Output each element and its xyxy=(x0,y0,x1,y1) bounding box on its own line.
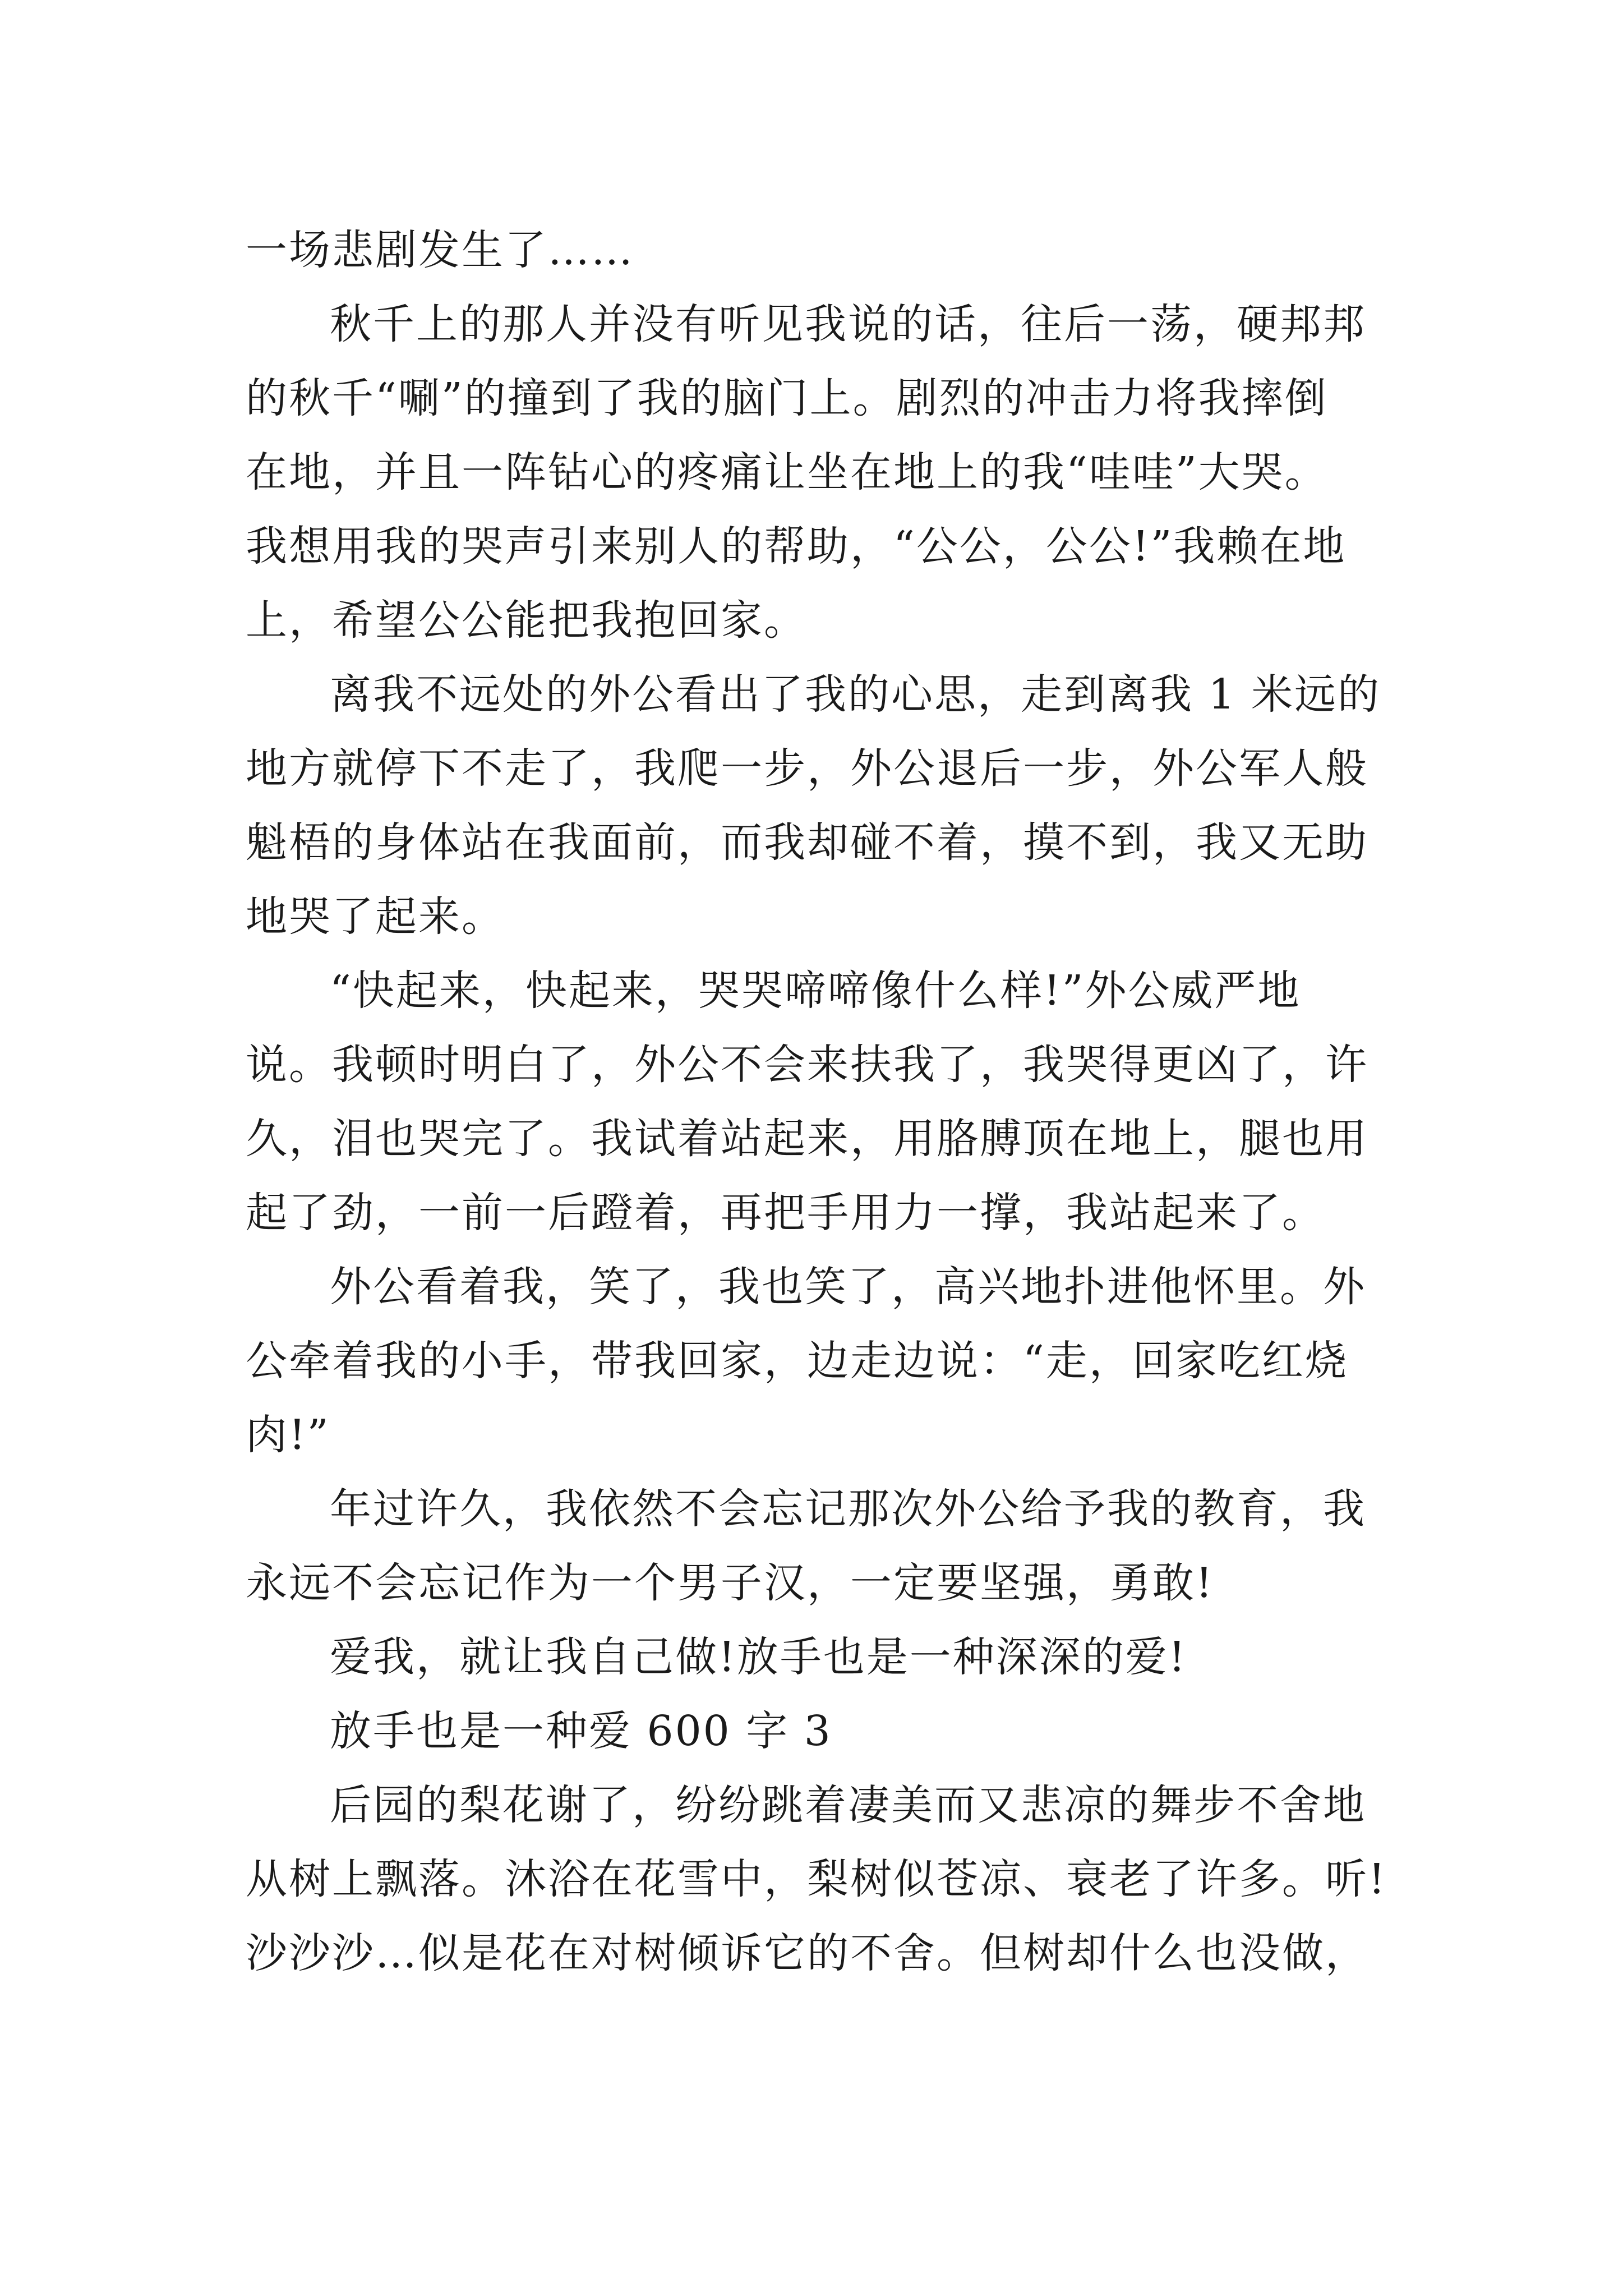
text-body xyxy=(246,213,1401,1990)
text-line-17: 肉!” xyxy=(246,1411,330,1459)
text-line-13: 久，泪也哭完了。我试着站起来，用胳膊顶在地上，腿也用 xyxy=(246,1115,1368,1163)
text-line-14: 起了劲，一前一后蹬着，再把手用力一撑，我站起来了。 xyxy=(246,1189,1325,1237)
text-line-15: 外公看着我，笑了，我也笑了，高兴地扑进他怀里。外 xyxy=(330,1263,1366,1311)
section-heading: 放手也是一种爱 600 字 3 xyxy=(330,1707,832,1755)
text-line-7: 离我不远处的外公看出了我的心思，走到离我 1 米远的 xyxy=(330,670,1381,719)
text-line-8: 地方就停下不走了，我爬一步，外公退后一步，外公军人般 xyxy=(246,744,1368,793)
text-line-11: “快起来，快起来，哭哭啼啼像什么样!”外公威严地 xyxy=(330,967,1301,1015)
text-line-2: 秋千上的那人并没有听见我说的话，往后一荡，硬邦邦 xyxy=(330,300,1366,348)
text-line-1: 一场悲剧发生了…… xyxy=(246,226,634,274)
text-line-10: 地哭了起来。 xyxy=(246,892,505,941)
text-line-6: 上，希望公公能把我抱回家。 xyxy=(246,596,807,645)
text-line-24: 沙沙沙…似是花在对树倾诉它的不舍。但树却什么也没做， xyxy=(246,1929,1368,1977)
text-line-3: 的秋千“唰”的撞到了我的脑门上。剧烈的冲击力将我摔倒 xyxy=(246,374,1328,422)
text-line-12: 说。我顿时明白了，外公不会来扶我了，我哭得更凶了，许 xyxy=(246,1041,1368,1089)
text-line-4: 在地，并且一阵钻心的疼痛让坐在地上的我“哇哇”大哭。 xyxy=(246,448,1328,496)
text-line-9: 魁梧的身体站在我面前，而我却碰不着，摸不到，我又无助 xyxy=(246,818,1368,867)
text-line-19: 永远不会忘记作为一个男子汉，一定要坚强，勇敢! xyxy=(246,1559,1214,1607)
text-line-23: 从树上飘落。沐浴在花雪中，梨树似苍凉、衰老了许多。听! xyxy=(246,1855,1387,1903)
text-line-5: 我想用我的哭声引来别人的帮助，“公公，公公!”我赖在地 xyxy=(246,522,1347,570)
text-line-16: 公牵着我的小手，带我回家，边走边说：“走，回家吃红烧 xyxy=(246,1337,1348,1385)
text-line-18: 年过许久，我依然不会忘记那次外公给予我的教育，我 xyxy=(330,1485,1366,1533)
text-line-20: 爱我，就让我自己做!放手也是一种深深的爱! xyxy=(330,1633,1187,1681)
text-line-22: 后园的梨花谢了，纷纷跳着凄美而又悲凉的舞步不舍地 xyxy=(330,1781,1366,1829)
